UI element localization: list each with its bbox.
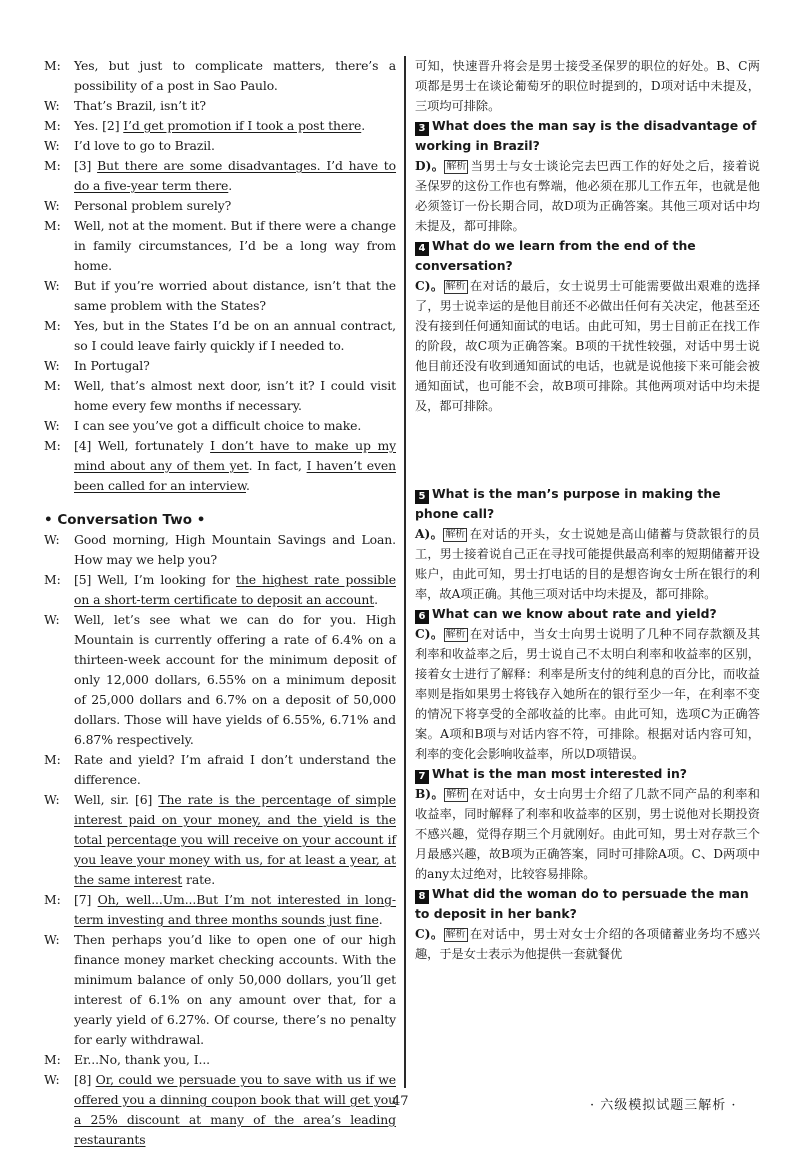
analysis-tag: 解析	[445, 629, 466, 640]
analysis-tag: 解析	[445, 529, 466, 540]
question-text: What does the man say is the disadvantage of working in Brazil?	[415, 118, 757, 153]
utterance-text	[74, 156, 396, 196]
analysis-tag: 解析	[446, 161, 467, 172]
utterance-fragment: Er...No, thank you, I...	[74, 1052, 211, 1067]
dialogue-line	[44, 416, 396, 436]
analysis-tag: 解析	[445, 281, 466, 292]
speaker-label: W:	[44, 198, 60, 213]
speaker-label: M:	[44, 218, 61, 233]
question-heading	[415, 764, 760, 784]
analysis-tag: 解析	[446, 789, 467, 800]
utterance-fragment: Well, that’s almost next door, isn’t it? I could visit home every few months if necessary.	[74, 378, 396, 413]
speaker-label: M:	[44, 118, 61, 133]
utterance-text	[74, 56, 396, 96]
utterance-fragment: [4] Well, fortunately	[74, 438, 211, 453]
underlined-key-phrase: I haven’t even been called for an interview	[74, 458, 396, 493]
dialogue-line	[44, 156, 396, 196]
explanation-text: 在对话中，男士对女士介绍的各项储蓄业务均不感兴趣，于是女士表示为他提供一套就餐优	[415, 927, 761, 961]
speaker-label: W:	[44, 358, 60, 373]
speaker-label: W:	[44, 792, 60, 807]
utterance-fragment: Well, not at the moment. But if there were a change in family circumstances, I’d be a long way from home.	[74, 218, 396, 273]
underlined-key-phrase: I’d get promotion if I took a post there	[123, 118, 362, 133]
speaker-label: M:	[44, 752, 61, 767]
speaker-label: M:	[44, 318, 61, 333]
speaker-label: W:	[44, 418, 60, 433]
answer-item	[415, 884, 760, 964]
conversation-two-transcript	[44, 530, 396, 1150]
answer-choice: D)。	[415, 159, 445, 173]
utterance-text	[74, 116, 396, 136]
question-number-badge: 6	[415, 610, 429, 624]
underlined-key-phrase: The rate is the percentage of simple interest paid on your money, and the yield is the total percentage you will receive on your account if you leave your money with us, for at least a year, at the same interest	[74, 792, 396, 887]
underlined-key-phrase: I don’t have to make up my mind about any of them yet	[74, 438, 396, 473]
speaker-label: M:	[44, 58, 61, 73]
question-heading	[415, 236, 760, 276]
answer-choice: B)。	[415, 787, 445, 801]
utterance-text	[74, 1070, 396, 1150]
dialogue-line	[44, 436, 396, 496]
question-text: What did the woman do to persuade the man to deposit in her bank?	[415, 886, 749, 921]
utterance-text	[74, 136, 396, 156]
speaker-label: M:	[44, 378, 61, 393]
utterance-fragment: [5] Well, I’m looking for	[74, 572, 236, 587]
answer-item	[415, 764, 760, 884]
answer-item	[415, 604, 760, 764]
dialogue-line	[44, 116, 396, 136]
answer-item	[415, 116, 760, 236]
answer-explanations	[415, 116, 760, 964]
conversation-one-transcript	[44, 56, 396, 496]
utterance-text	[74, 530, 396, 570]
running-title: · 六级模拟试题三解析 ·	[590, 1098, 737, 1113]
question-text: What do we learn from the end of the conversation?	[415, 238, 696, 273]
speaker-label: M:	[44, 158, 61, 173]
question-text: What can we know about rate and yield?	[432, 606, 717, 621]
question-heading	[415, 484, 760, 524]
answer-choice: A)。	[415, 527, 444, 541]
underlined-key-phrase: Or, could we persuade you to save with us if we offered you a dinning coupon book that will get you a 25% discount at many of the area’s leading restaurants	[74, 1072, 396, 1147]
answer-explanation	[415, 524, 760, 604]
dialogue-line	[44, 316, 396, 356]
speaker-label: W:	[44, 532, 60, 547]
utterance-fragment: Well, let’s see what we can do for you. High Mountain is currently offering a rate of 6.4% on a thirteen-week account for the minimum deposit of only 12,000 dollars, 6.55% on a minimum deposit of 25,000 dollars and 6.7% on a deposit of 50,000 dollars. Those will have yields of 6.55%, 6.71% and 6.87% respectively.	[74, 612, 396, 747]
dialogue-line	[44, 96, 396, 116]
utterance-text	[74, 196, 396, 216]
analysis-tag: 解析	[445, 929, 466, 940]
dialogue-line	[44, 196, 396, 216]
utterance-fragment: [3]	[74, 158, 98, 173]
question-text: What is the man most interested in?	[432, 766, 687, 781]
utterance-text	[74, 750, 396, 790]
utterance-fragment: .	[246, 478, 250, 493]
underlined-key-phrase: But there are some disadvantages. I’d have to do a five-year term there	[74, 158, 397, 193]
answer-explanation	[415, 924, 760, 964]
underlined-key-phrase: Oh, well...Um...But I’m not interested in long-term investing and three months sounds just fine	[74, 892, 397, 927]
question-heading	[415, 116, 760, 156]
right-column	[415, 56, 760, 964]
utterance-text	[74, 356, 396, 376]
dialogue-line	[44, 216, 396, 276]
dialogue-line	[44, 890, 396, 930]
utterance-fragment: Personal problem surely?	[74, 198, 232, 213]
dialogue-line	[44, 750, 396, 790]
utterance-text	[74, 316, 396, 356]
speaker-label: M:	[44, 1052, 61, 1067]
utterance-fragment: I can see you’ve got a difficult choice to make.	[74, 418, 362, 433]
utterance-text	[74, 890, 396, 930]
speaker-label: W:	[44, 1072, 60, 1087]
utterance-fragment: Yes. [2]	[74, 118, 124, 133]
utterance-fragment: Yes, but just to complicate matters, there’s a possibility of a post in Sao Paulo.	[74, 58, 396, 93]
utterance-text	[74, 610, 396, 750]
utterance-fragment: Good morning, High Mountain Savings and Loan. How may we help you?	[74, 532, 396, 567]
utterance-text	[74, 376, 396, 416]
speaker-label: W:	[44, 278, 60, 293]
utterance-text	[74, 1050, 396, 1070]
dialogue-line	[44, 1050, 396, 1070]
utterance-fragment: [8]	[74, 1072, 96, 1087]
question-heading	[415, 604, 760, 624]
utterance-fragment: . In fact,	[248, 458, 307, 473]
utterance-fragment: Then perhaps you’d like to open one of our high finance money market checking accounts. With the minimum balance of only 50,000 dollars, you’ll get interest of 6.1% on any amount over that, for a yearly yield of 6.27%. Of course, there’s no penalty for early withdrawal.	[74, 932, 396, 1047]
dialogue-line	[44, 610, 396, 750]
utterance-text	[74, 930, 396, 1050]
left-column	[44, 56, 396, 1150]
utterance-fragment: .	[361, 118, 366, 133]
explanation-text: 在对话中，女士向男士介绍了几款不同产品的利率和收益率，同时解释了利率和收益率的区别，男士说他对长期投资不感兴趣，觉得存期三个月就刚好。由此可知，男士对存款三个月最感兴趣，故B项为正确答案，同时可排除A项。C、D两项中的any太过绝对，比较容易排除。	[415, 787, 760, 881]
utterance-fragment: Rate and yield? I’m afraid I don’t understand the difference.	[74, 752, 396, 787]
dialogue-line	[44, 356, 396, 376]
dialogue-line	[44, 56, 396, 96]
speaker-label: W:	[44, 612, 60, 627]
question-number-badge: 3	[415, 122, 429, 136]
explanation-text: 在对话中，当女士向男士说明了几种不同存款额及其利率和收益率之后，男士说自己不太明白利率和收益率的区别，接着女士进行了解释：利率是所支付的纯利息的百分比，而收益率则是指如果男士将钱存入她所在的银行至少一年，在利率不变的情况下将享受的全部收益的比率。由此可知，选项C为正确答案。A项和B项与对话内容不符，可排除。根据对话内容可知，利率的变化会影响收益率，所以D项错误。	[415, 627, 761, 761]
explanation-text: 在对话的开头，女士说她是高山储蓄与贷款银行的员工，男士接着说自己正在寻找可能提供最高利率的短期储蓄开设账户，由此可知，男士打电话的目的是想咨询女士所在银行的利率，故A项正确。其他三项对话中均未提及，都可排除。	[415, 527, 760, 601]
answer-item	[415, 484, 760, 604]
utterance-fragment: .	[378, 912, 383, 927]
utterance-text	[74, 570, 396, 610]
dialogue-line	[44, 570, 396, 610]
question-number-badge: 5	[415, 490, 429, 504]
question-number-badge: 4	[415, 242, 429, 256]
speaker-label: W:	[44, 932, 60, 947]
question-number-badge: 7	[415, 770, 429, 784]
dialogue-line	[44, 376, 396, 416]
answer-explanation	[415, 624, 760, 764]
dialogue-line	[44, 276, 396, 316]
column-divider	[404, 56, 406, 1088]
conversation-two-heading: • Conversation Two •	[44, 512, 206, 528]
answer-explanation	[415, 784, 760, 884]
answer-explanation	[415, 276, 760, 416]
utterance-fragment: rate.	[182, 872, 216, 887]
question-heading	[415, 884, 760, 924]
dialogue-line	[44, 790, 396, 890]
dialogue-line	[44, 136, 396, 156]
utterance-fragment: But if you’re worried about distance, isn’t that the same problem with the States?	[74, 278, 396, 313]
utterance-text	[74, 96, 396, 116]
dialogue-line	[44, 530, 396, 570]
answer-explanation	[415, 156, 760, 236]
utterance-text	[74, 276, 396, 316]
question-text: What is the man’s purpose in making the phone call?	[415, 486, 721, 521]
utterance-fragment: Well, sir. [6]	[74, 792, 159, 807]
utterance-fragment: I’d love to go to Brazil.	[74, 138, 215, 153]
explanation-text: 当男士与女士谈论完去巴西工作的好处之后，接着说圣保罗的这份工作也有弊端，他必须在那儿工作五年，也就是他必须签订一份长期合同，故D项为正确答案。其他三项对话中均未提及，都可排除。	[415, 159, 760, 233]
utterance-text	[74, 436, 396, 496]
dialogue-line	[44, 930, 396, 1050]
utterance-text	[74, 216, 396, 276]
utterance-fragment: That’s Brazil, isn’t it?	[74, 98, 206, 113]
speaker-label: W:	[44, 138, 60, 153]
answer-choice: C)。	[415, 927, 444, 941]
utterance-fragment: Yes, but in the States I’d be on an annual contract, so I could leave fairly quickly if I needed to.	[74, 318, 396, 353]
utterance-fragment: In Portugal?	[74, 358, 150, 373]
utterance-fragment: [7]	[74, 892, 98, 907]
explanation-text: 在对话的最后，女士说男士可能需要做出艰难的选择了，男士说幸运的是他目前还不必做出任何有关决定，他甚至还没有接到任何通知面试的电话。由此可知，男士目前正在找工作的阶段，故C项为正确答案。B项的干扰性较强，对话中男士说他目前还没有收到通知面试的电话，也就是说他接下来可能会被通知面试，也可能不会，故B项可排除。其他两项对话中均未提及，都可排除。	[415, 279, 761, 413]
answer-item	[415, 236, 760, 416]
speaker-label: W:	[44, 98, 60, 113]
underlined-key-phrase: the highest rate possible on a short-term certificate to deposit an account	[74, 572, 396, 607]
utterance-fragment: .	[228, 178, 233, 193]
question-number-badge: 8	[415, 890, 429, 904]
answer-choice: C)。	[415, 627, 444, 641]
utterance-text	[74, 416, 396, 436]
page-number: 47	[392, 1094, 409, 1109]
utterance-fragment: .	[374, 592, 378, 607]
dialogue-line	[44, 1070, 396, 1150]
speaker-label: M:	[44, 572, 61, 587]
answer-continuation: 可知，快速晋升将会是男士接受圣保罗的职位的好处。B、C两项都是男士在谈论葡萄牙的职位时提到的，D项对话中未提及，三项均可排除。	[415, 59, 760, 113]
answer-choice: C)。	[415, 279, 444, 293]
utterance-text	[74, 790, 396, 890]
speaker-label: M:	[44, 892, 61, 907]
speaker-label: M:	[44, 438, 61, 453]
